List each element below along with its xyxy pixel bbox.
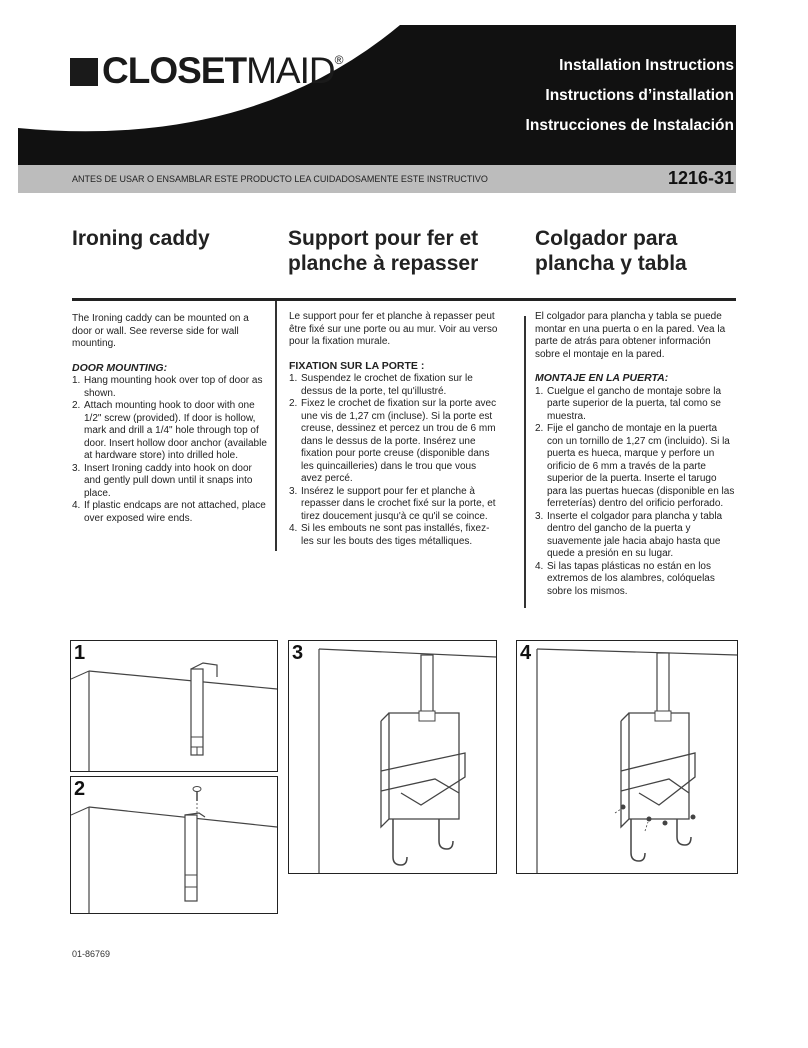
brand-logo: CLOSETMAID® <box>102 50 343 91</box>
mounting-heading: FIXATION SUR LA PORTE : <box>289 359 425 372</box>
intro-text: Le support pour fer et planche à repasser peut être fixé sur une porte ou au mur. Voir au verso pour la fixation murale. <box>289 311 498 347</box>
screw-illustration <box>71 777 277 913</box>
section-title-en: Ironing caddy <box>72 227 210 250</box>
steps-list <box>535 386 735 599</box>
footer-code: 01-86769 <box>72 949 111 959</box>
list-item: 1. Cuelgue el gancho de montaje sobre la parte superior de la puerta, tal como se muestra. <box>535 385 722 422</box>
list-item: 4. If plastic endcaps are not attached, place over exposed wire ends. <box>72 500 266 524</box>
figure-3 <box>288 640 497 874</box>
section-title-es: Colgador para plancha y tabla <box>535 227 687 275</box>
column-spanish <box>535 311 735 598</box>
column-english <box>72 313 268 525</box>
list-item: 2. Fixez le crochet de fixation sur la porte avec une vis de 1,27 cm (incluse). Si la porte est creuse, dessinez et percez un trou de 6 mm dans le dessus de la porte. Insérez une fixation pour porte creuse (disponible dans les quincailleries) dans le trou que vous avez percé. <box>289 398 497 484</box>
figure-number: 3 <box>292 642 304 664</box>
figure-4 <box>516 640 738 874</box>
door-hook-illustration <box>71 641 277 771</box>
section-title-fr: Support pour fer et planche à repasser <box>288 227 479 275</box>
figure-number: 4 <box>520 642 532 664</box>
figure-1 <box>70 640 278 772</box>
list-item: 3. Insérez le support pour fer et planche à repasser dans le crochet fixé sur la porte, et tirez doucement jusqu'à ce qu'il se coince. <box>289 485 496 522</box>
list-item: 2. Attach mounting hook to door with one 1/2" screw (provided). If door is hollow, mark and drill a 1/4" hole through top of door. Insert hollow door anchor (available at hardware store) into drilled hole. <box>72 400 267 461</box>
steps-list <box>289 373 499 548</box>
title-french: Instructions d’installation <box>545 87 734 104</box>
endcaps-illustration <box>517 641 737 873</box>
steps-list <box>72 375 268 525</box>
section-divider <box>72 298 736 301</box>
list-item: 3. Insert Ironing caddy into hook on door and gently pull down until it snaps into place. <box>72 462 253 499</box>
logo-mark <box>70 58 98 86</box>
intro-text: The Ironing caddy can be mounted on a door or wall. See reverse side for wall mounting. <box>72 313 249 349</box>
figure-2 <box>70 776 278 914</box>
column-divider-1 <box>275 301 277 551</box>
mounting-heading: DOOR MOUNTING: <box>72 361 168 374</box>
list-item: 2. Fije el gancho de montaje en la puerta con un tornillo de 1,27 cm (incluido). Si la puerta es hueca, marque y perfore un orificio de 6 mm a través de la parte superior de la puerta. Inserte el tarugo para las puertas huecas (disponible en las ferreterías) dentro del orificio perforado. <box>535 423 735 509</box>
column-french <box>289 311 499 548</box>
figure-number: 1 <box>74 642 86 664</box>
list-item: 4. Si las tapas plásticas no están en los extremos de los alambres, colóquelas sobre los mismos. <box>535 560 715 597</box>
mounting-heading: MONTAJE EN LA PUERTA: <box>535 372 669 384</box>
list-item: 3. Inserte el colgador para plancha y tabla dentro del gancho de la puerta y suavemente jale hacia abajo hasta que quede a presión en su lugar. <box>535 510 723 559</box>
list-item: 1. Hang mounting hook over top of door as shown. <box>72 375 263 399</box>
list-item: 4. Si les embouts ne sont pas installés, fixez-les sur les bouts des tiges métalliques. <box>289 523 490 547</box>
intro-text: El colgador para plancha y tabla se puede montar en una puerta o en la pared. Vea la parte de atrás para obtener información sobre el montaje en la pared. <box>535 311 726 360</box>
title-english: Installation Instructions <box>559 57 734 74</box>
warning-text: ANTES DE USAR O ENSAMBLAR ESTE PRODUCTO LEA CUIDADOSAMENTE ESTE INSTRUCTIVO <box>72 174 488 184</box>
document-number: 1216-31 <box>667 168 734 188</box>
caddy-insert-illustration <box>289 641 496 873</box>
column-divider-2 <box>524 316 526 608</box>
title-spanish: Instrucciones de Instalación <box>525 117 734 134</box>
figure-number: 2 <box>74 778 86 800</box>
list-item: 1. Suspendez le crochet de fixation sur le dessus de la porte, tel qu'illustré. <box>289 373 473 397</box>
